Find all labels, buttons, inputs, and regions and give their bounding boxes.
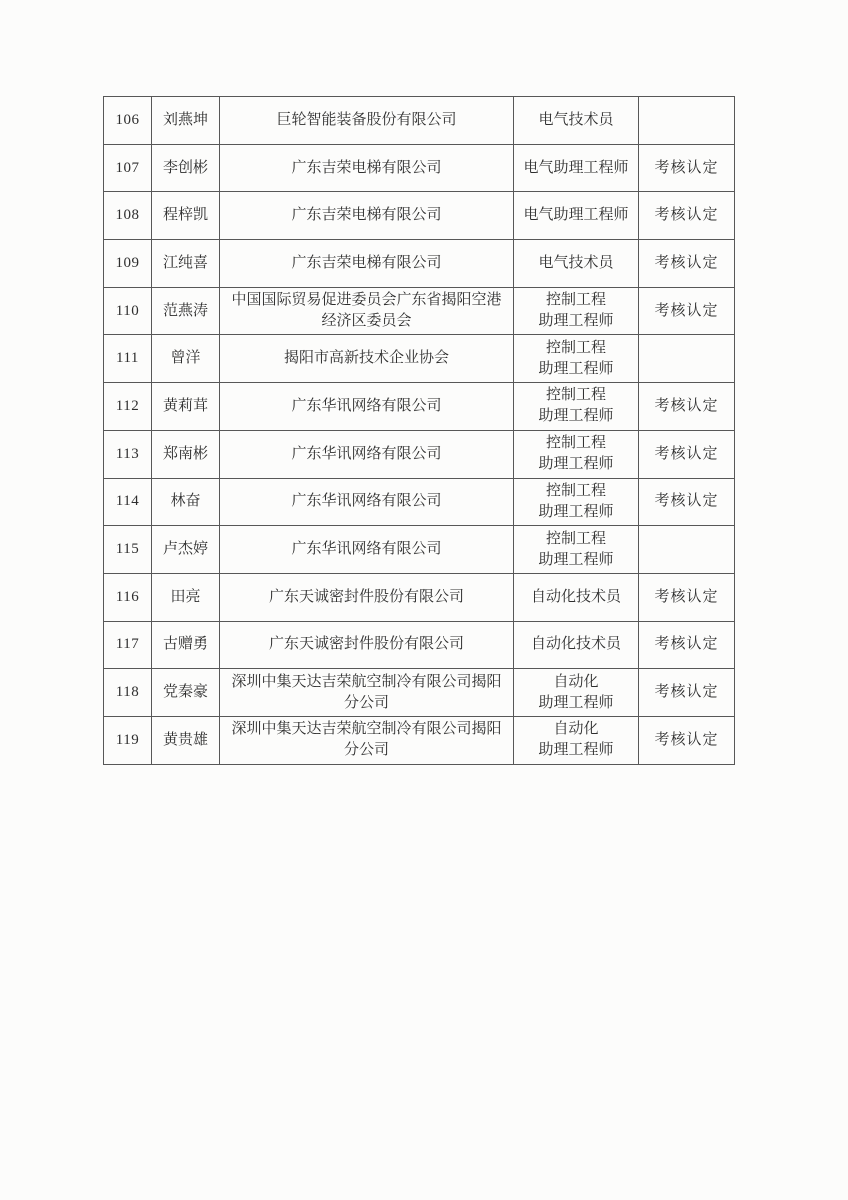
title-line: 助理工程师 [538, 503, 614, 520]
table-row [104, 192, 735, 240]
title-line: 助理工程师 [538, 313, 614, 330]
name-cell: 林奋 [152, 478, 220, 526]
title-line: 助理工程师 [538, 551, 614, 568]
table-row [104, 478, 735, 526]
index-cell: 109 [104, 240, 152, 288]
result-cell [639, 526, 735, 574]
index-cell: 116 [104, 573, 152, 621]
title-line: 自动化 [553, 721, 599, 738]
title-line: 控制工程 [545, 530, 606, 547]
index-cell: 110 [104, 287, 152, 335]
title-line: 控制工程 [545, 387, 606, 404]
table-row [104, 526, 735, 574]
name-cell: 党秦豪 [152, 669, 220, 717]
title-cell [514, 192, 639, 240]
index-cell: 117 [104, 621, 152, 669]
company-cell: 广东天诚密封件股份有限公司 [220, 621, 514, 669]
name-cell: 范燕涛 [152, 287, 220, 335]
table-row [104, 335, 735, 383]
result-cell: 考核认定 [639, 621, 735, 669]
title-line: 自动化技术员 [530, 588, 621, 605]
company-cell: 广东吉荣电梯有限公司 [220, 144, 514, 192]
title-line: 助理工程师 [538, 360, 614, 377]
title-line: 自动化 [553, 673, 599, 690]
result-cell: 考核认定 [639, 144, 735, 192]
index-cell: 111 [104, 335, 152, 383]
result-cell: 考核认定 [639, 430, 735, 478]
name-cell: 郑南彬 [152, 430, 220, 478]
company-cell: 巨轮智能装备股份有限公司 [220, 97, 514, 145]
title-line: 控制工程 [545, 482, 606, 499]
result-cell [639, 97, 735, 145]
table-row [104, 383, 735, 431]
result-cell: 考核认定 [639, 716, 735, 764]
title-cell [514, 287, 639, 335]
index-cell: 113 [104, 430, 152, 478]
index-cell: 112 [104, 383, 152, 431]
index-cell: 119 [104, 716, 152, 764]
table-row [104, 621, 735, 669]
company-cell: 揭阳市高新技术企业协会 [220, 335, 514, 383]
company-cell: 广东华讯网络有限公司 [220, 526, 514, 574]
table-row [104, 240, 735, 288]
company-cell: 广东吉荣电梯有限公司 [220, 240, 514, 288]
title-cell [514, 144, 639, 192]
table-row [104, 669, 735, 717]
name-cell: 卢杰婷 [152, 526, 220, 574]
title-line: 自动化技术员 [530, 636, 621, 653]
title-line: 电气助理工程师 [523, 159, 629, 176]
title-cell [514, 240, 639, 288]
index-cell: 115 [104, 526, 152, 574]
index-cell: 106 [104, 97, 152, 145]
title-cell [514, 526, 639, 574]
title-cell [514, 478, 639, 526]
title-line: 助理工程师 [538, 456, 614, 473]
title-cell [514, 573, 639, 621]
company-cell: 中国国际贸易促进委员会广东省揭阳空港经济区委员会 [220, 287, 514, 335]
index-cell: 108 [104, 192, 152, 240]
index-cell: 107 [104, 144, 152, 192]
result-cell: 考核认定 [639, 240, 735, 288]
title-line: 电气技术员 [538, 254, 614, 271]
name-cell: 古赠勇 [152, 621, 220, 669]
title-line: 电气助理工程师 [523, 207, 629, 224]
result-cell: 考核认定 [639, 478, 735, 526]
result-cell: 考核认定 [639, 287, 735, 335]
result-cell: 考核认定 [639, 573, 735, 621]
title-cell [514, 716, 639, 764]
table-row [104, 144, 735, 192]
title-line: 控制工程 [545, 435, 606, 452]
company-cell: 广东天诚密封件股份有限公司 [220, 573, 514, 621]
title-line: 助理工程师 [538, 742, 614, 759]
index-cell: 114 [104, 478, 152, 526]
title-line: 电气技术员 [538, 111, 614, 128]
result-cell: 考核认定 [639, 669, 735, 717]
name-cell: 程梓凯 [152, 192, 220, 240]
company-cell: 深圳中集天达吉荣航空制冷有限公司揭阳分公司 [220, 669, 514, 717]
name-cell: 黄贵雄 [152, 716, 220, 764]
table-row [104, 716, 735, 764]
table-row [104, 287, 735, 335]
company-cell: 深圳中集天达吉荣航空制冷有限公司揭阳分公司 [220, 716, 514, 764]
name-cell: 李创彬 [152, 144, 220, 192]
result-cell [639, 335, 735, 383]
title-cell [514, 669, 639, 717]
title-cell [514, 430, 639, 478]
title-cell [514, 383, 639, 431]
title-line: 控制工程 [545, 292, 606, 309]
result-cell: 考核认定 [639, 192, 735, 240]
name-cell: 黄莉茸 [152, 383, 220, 431]
table-row [104, 430, 735, 478]
table-row [104, 573, 735, 621]
title-cell [514, 335, 639, 383]
name-cell: 刘燕坤 [152, 97, 220, 145]
title-line: 控制工程 [545, 339, 606, 356]
index-cell: 118 [104, 669, 152, 717]
company-cell: 广东华讯网络有限公司 [220, 478, 514, 526]
title-line: 助理工程师 [538, 694, 614, 711]
name-cell: 曾洋 [152, 335, 220, 383]
roster-table [103, 96, 735, 765]
result-cell: 考核认定 [639, 383, 735, 431]
title-cell [514, 97, 639, 145]
title-line: 助理工程师 [538, 408, 614, 425]
company-cell: 广东华讯网络有限公司 [220, 383, 514, 431]
title-cell [514, 621, 639, 669]
table-row [104, 97, 735, 145]
company-cell: 广东华讯网络有限公司 [220, 430, 514, 478]
name-cell: 田亮 [152, 573, 220, 621]
name-cell: 江纯喜 [152, 240, 220, 288]
company-cell: 广东吉荣电梯有限公司 [220, 192, 514, 240]
